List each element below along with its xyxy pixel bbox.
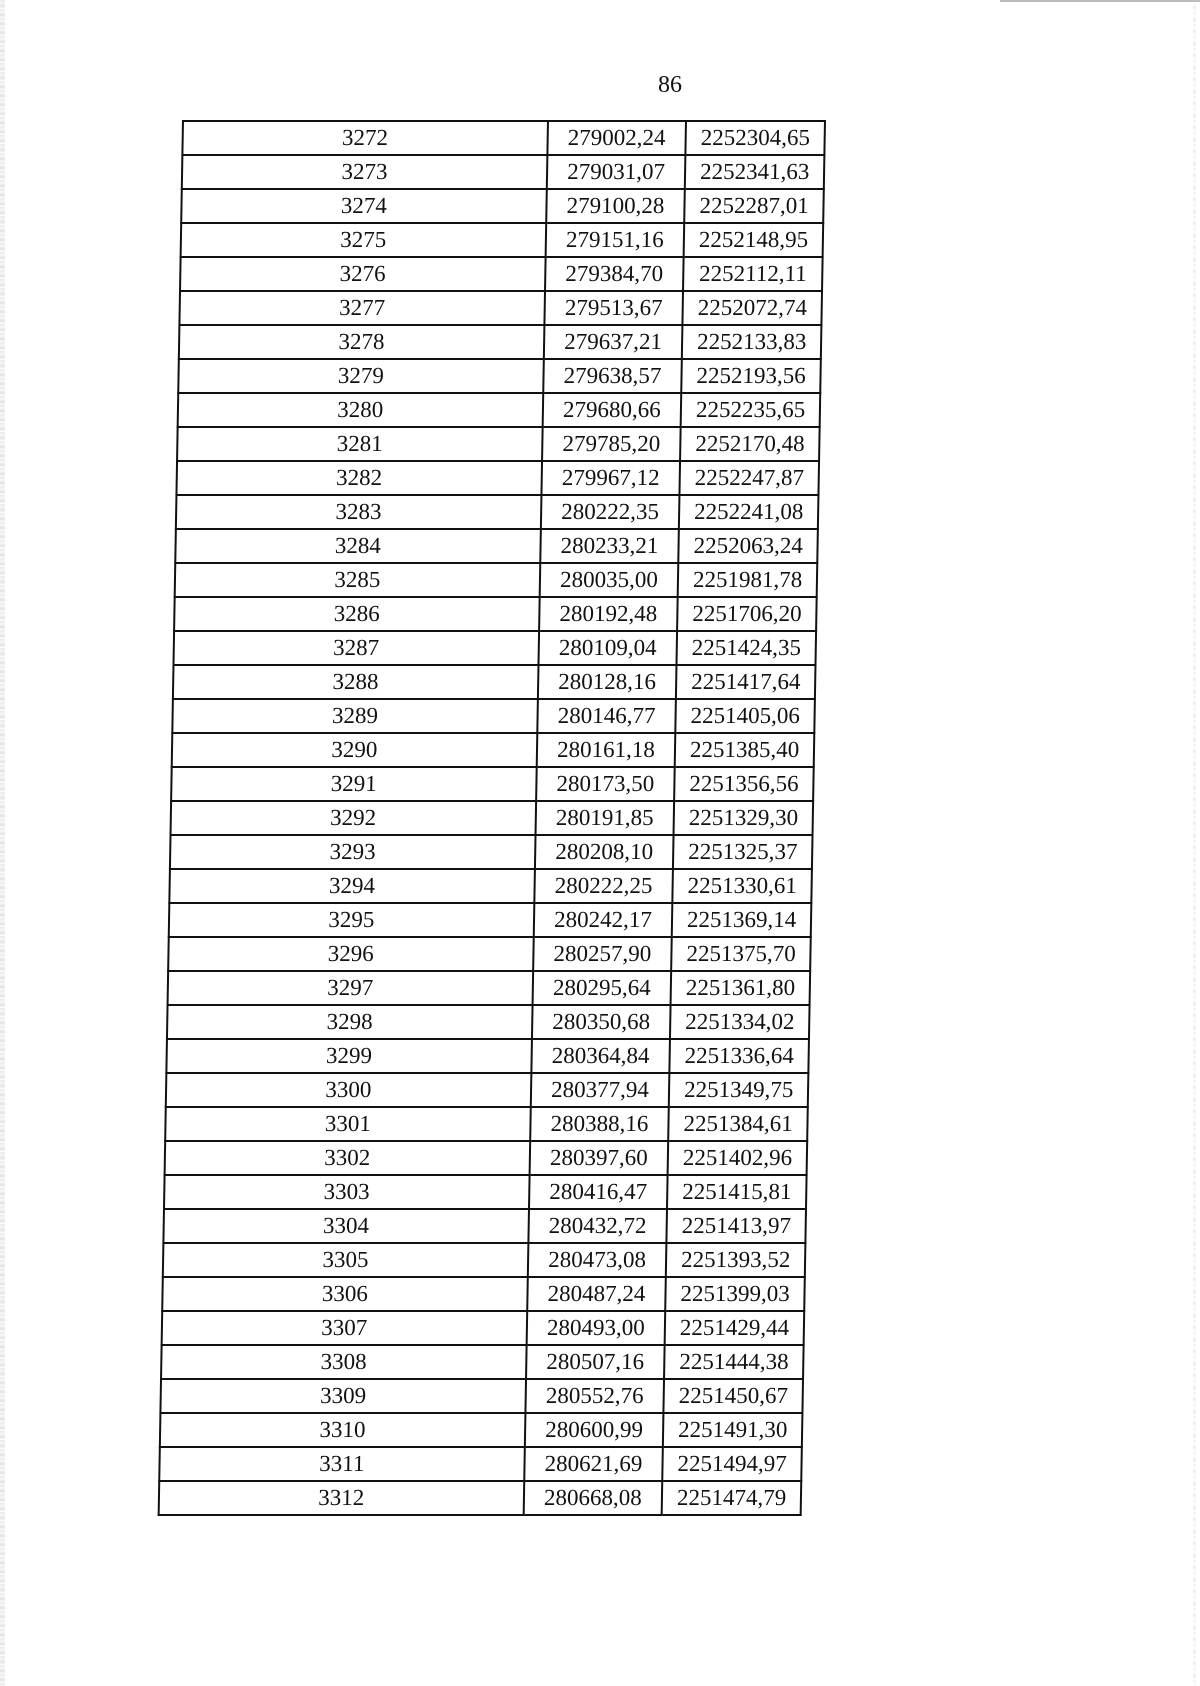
y-coordinate-cell: 2251329,30	[674, 801, 813, 835]
x-coordinate-cell: 280146,77	[537, 699, 676, 733]
point-number-cell: 3295	[169, 903, 534, 937]
x-coordinate-cell: 279638,57	[543, 359, 682, 393]
point-number-cell: 3281	[177, 427, 542, 461]
point-number-cell: 3287	[173, 631, 538, 665]
point-number-cell: 3289	[172, 699, 537, 733]
y-coordinate-cell: 2251356,56	[674, 767, 813, 801]
table-row	[163, 1209, 806, 1243]
table-row	[162, 1311, 805, 1345]
y-coordinate-cell: 2252072,74	[683, 291, 822, 325]
table-row	[166, 1039, 809, 1073]
x-coordinate-cell: 280493,00	[526, 1311, 665, 1345]
y-coordinate-cell: 2252287,01	[684, 189, 823, 223]
x-coordinate-cell: 279967,12	[541, 461, 680, 495]
y-coordinate-cell: 2251330,61	[673, 869, 812, 903]
coordinate-table	[158, 120, 826, 1516]
table-row	[178, 393, 821, 427]
x-coordinate-cell: 280208,10	[535, 835, 674, 869]
table-row	[159, 1447, 802, 1481]
point-number-cell: 3310	[160, 1413, 525, 1447]
x-coordinate-cell: 280507,16	[526, 1345, 665, 1379]
y-coordinate-cell: 2252063,24	[679, 529, 818, 563]
table-row	[160, 1379, 803, 1413]
point-number-cell: 3290	[172, 733, 537, 767]
y-coordinate-cell: 2251494,97	[663, 1447, 802, 1481]
table-row	[180, 257, 823, 291]
y-coordinate-cell: 2251444,38	[664, 1345, 803, 1379]
x-coordinate-cell: 280432,72	[528, 1209, 667, 1243]
y-coordinate-cell: 2251405,06	[676, 699, 815, 733]
y-coordinate-cell: 2252241,08	[679, 495, 818, 529]
y-coordinate-cell: 2251334,02	[670, 1005, 809, 1039]
x-coordinate-cell: 280242,17	[533, 903, 672, 937]
y-coordinate-cell: 2252133,83	[682, 325, 821, 359]
x-coordinate-cell: 280109,04	[538, 631, 677, 665]
table-row	[170, 835, 813, 869]
point-number-cell: 3277	[179, 291, 544, 325]
y-coordinate-cell: 2251424,35	[677, 631, 816, 665]
x-coordinate-cell: 280295,64	[532, 971, 671, 1005]
table-row	[181, 223, 824, 257]
point-number-cell: 3298	[167, 1005, 532, 1039]
table-row	[164, 1175, 807, 1209]
point-number-cell: 3306	[162, 1277, 527, 1311]
point-number-cell: 3301	[165, 1107, 530, 1141]
y-coordinate-cell: 2251336,64	[670, 1039, 809, 1073]
y-coordinate-cell: 2252235,65	[681, 393, 820, 427]
point-number-cell: 3300	[166, 1073, 531, 1107]
table-row	[168, 971, 811, 1005]
table-row	[159, 1481, 802, 1515]
point-number-cell: 3284	[175, 529, 540, 563]
x-coordinate-cell: 280035,00	[539, 563, 678, 597]
table-row	[179, 291, 822, 325]
table-row	[161, 1345, 804, 1379]
table-row	[177, 427, 820, 461]
x-coordinate-cell: 280668,08	[523, 1481, 662, 1515]
table-row	[178, 359, 821, 393]
y-coordinate-cell: 2251450,67	[664, 1379, 803, 1413]
table-row	[163, 1243, 806, 1277]
x-coordinate-cell: 280621,69	[524, 1447, 663, 1481]
y-coordinate-cell: 2251415,81	[667, 1175, 806, 1209]
x-coordinate-cell: 279637,21	[544, 325, 683, 359]
x-coordinate-cell: 280233,21	[540, 529, 679, 563]
x-coordinate-cell: 280192,48	[539, 597, 678, 631]
point-number-cell: 3275	[181, 223, 546, 257]
x-coordinate-cell: 279100,28	[546, 189, 685, 223]
point-number-cell: 3299	[166, 1039, 531, 1073]
point-number-cell: 3294	[169, 869, 534, 903]
y-coordinate-cell: 2252112,11	[683, 257, 822, 291]
x-coordinate-cell: 279384,70	[545, 257, 684, 291]
table-row	[182, 121, 825, 155]
point-number-cell: 3297	[168, 971, 533, 1005]
y-coordinate-cell: 2252304,65	[686, 121, 825, 155]
point-number-cell: 3276	[180, 257, 545, 291]
table-row	[160, 1413, 803, 1447]
point-number-cell: 3279	[178, 359, 543, 393]
table-row	[167, 1005, 810, 1039]
point-number-cell: 3272	[182, 121, 547, 155]
point-number-cell: 3302	[165, 1141, 530, 1175]
x-coordinate-cell: 280257,90	[533, 937, 672, 971]
y-coordinate-cell: 2251385,40	[675, 733, 814, 767]
y-coordinate-cell: 2251417,64	[676, 665, 815, 699]
y-coordinate-cell: 2252148,95	[684, 223, 823, 257]
x-coordinate-cell: 279002,24	[547, 121, 686, 155]
point-number-cell: 3285	[175, 563, 540, 597]
y-coordinate-cell: 2251429,44	[665, 1311, 804, 1345]
y-coordinate-cell: 2251491,30	[663, 1413, 802, 1447]
x-coordinate-cell: 280377,94	[530, 1073, 669, 1107]
x-coordinate-cell: 280191,85	[535, 801, 674, 835]
table-row	[181, 189, 824, 223]
table-row	[162, 1277, 805, 1311]
table-row	[171, 767, 814, 801]
y-coordinate-cell: 2252193,56	[682, 359, 821, 393]
point-number-cell: 3273	[182, 155, 547, 189]
x-coordinate-cell: 279513,67	[544, 291, 683, 325]
point-number-cell: 3283	[176, 495, 541, 529]
table-row	[165, 1141, 808, 1175]
table-row	[174, 597, 817, 631]
point-number-cell: 3282	[176, 461, 541, 495]
y-coordinate-cell: 2251981,78	[678, 563, 817, 597]
table-row	[175, 529, 818, 563]
y-coordinate-cell: 2252170,48	[680, 427, 819, 461]
point-number-cell: 3286	[174, 597, 539, 631]
x-coordinate-cell: 280128,16	[538, 665, 677, 699]
x-coordinate-cell: 280487,24	[527, 1277, 666, 1311]
table-row	[165, 1107, 808, 1141]
x-coordinate-cell: 280222,25	[534, 869, 673, 903]
y-coordinate-cell: 2251393,52	[666, 1243, 805, 1277]
point-number-cell: 3308	[161, 1345, 526, 1379]
table-row	[172, 699, 815, 733]
x-coordinate-cell: 280600,99	[525, 1413, 664, 1447]
table-row	[179, 325, 822, 359]
x-coordinate-cell: 280388,16	[530, 1107, 669, 1141]
point-number-cell: 3280	[178, 393, 543, 427]
table-row	[175, 563, 818, 597]
point-number-cell: 3311	[159, 1447, 524, 1481]
point-number-cell: 3288	[173, 665, 538, 699]
table-row	[166, 1073, 809, 1107]
coordinate-table-body	[159, 121, 825, 1515]
x-coordinate-cell: 279151,16	[545, 223, 684, 257]
page-number: 86	[658, 72, 682, 98]
y-coordinate-cell: 2251325,37	[673, 835, 812, 869]
y-coordinate-cell: 2252247,87	[680, 461, 819, 495]
point-number-cell: 3309	[160, 1379, 525, 1413]
point-number-cell: 3291	[171, 767, 536, 801]
x-coordinate-cell: 280397,60	[529, 1141, 668, 1175]
x-coordinate-cell: 280350,68	[532, 1005, 671, 1039]
y-coordinate-cell: 2251361,80	[671, 971, 810, 1005]
y-coordinate-cell: 2251402,96	[668, 1141, 807, 1175]
y-coordinate-cell: 2251706,20	[677, 597, 816, 631]
x-coordinate-cell: 280416,47	[529, 1175, 668, 1209]
scan-edge-left	[0, 0, 5, 1686]
point-number-cell: 3307	[162, 1311, 527, 1345]
point-number-cell: 3274	[181, 189, 546, 223]
table-row	[176, 495, 819, 529]
x-coordinate-cell: 279031,07	[546, 155, 685, 189]
x-coordinate-cell: 280552,76	[525, 1379, 664, 1413]
point-number-cell: 3304	[163, 1209, 528, 1243]
point-number-cell: 3278	[179, 325, 544, 359]
x-coordinate-cell: 280173,50	[536, 767, 675, 801]
table-row	[176, 461, 819, 495]
x-coordinate-cell: 280473,08	[527, 1243, 666, 1277]
table-row	[173, 665, 816, 699]
table-row	[169, 903, 812, 937]
y-coordinate-cell: 2251384,61	[668, 1107, 807, 1141]
table-row	[171, 801, 814, 835]
point-number-cell: 3312	[159, 1481, 524, 1515]
table-row	[172, 733, 815, 767]
y-coordinate-cell: 2251474,79	[662, 1481, 801, 1515]
point-number-cell: 3296	[168, 937, 533, 971]
table-row	[169, 869, 812, 903]
point-number-cell: 3303	[164, 1175, 529, 1209]
table-row	[168, 937, 811, 971]
y-coordinate-cell: 2252341,63	[685, 155, 824, 189]
y-coordinate-cell: 2251375,70	[671, 937, 810, 971]
y-coordinate-cell: 2251369,14	[672, 903, 811, 937]
point-number-cell: 3292	[171, 801, 536, 835]
x-coordinate-cell: 279680,66	[542, 393, 681, 427]
y-coordinate-cell: 2251349,75	[669, 1073, 808, 1107]
point-number-cell: 3305	[163, 1243, 528, 1277]
point-number-cell: 3293	[170, 835, 535, 869]
x-coordinate-cell: 280222,35	[541, 495, 680, 529]
y-coordinate-cell: 2251399,03	[665, 1277, 804, 1311]
table-row	[182, 155, 825, 189]
table-row	[173, 631, 816, 665]
x-coordinate-cell: 279785,20	[542, 427, 681, 461]
scan-edge-right	[1193, 0, 1196, 1686]
x-coordinate-cell: 280161,18	[536, 733, 675, 767]
top-rule	[1000, 0, 1200, 2]
y-coordinate-cell: 2251413,97	[667, 1209, 806, 1243]
x-coordinate-cell: 280364,84	[531, 1039, 670, 1073]
